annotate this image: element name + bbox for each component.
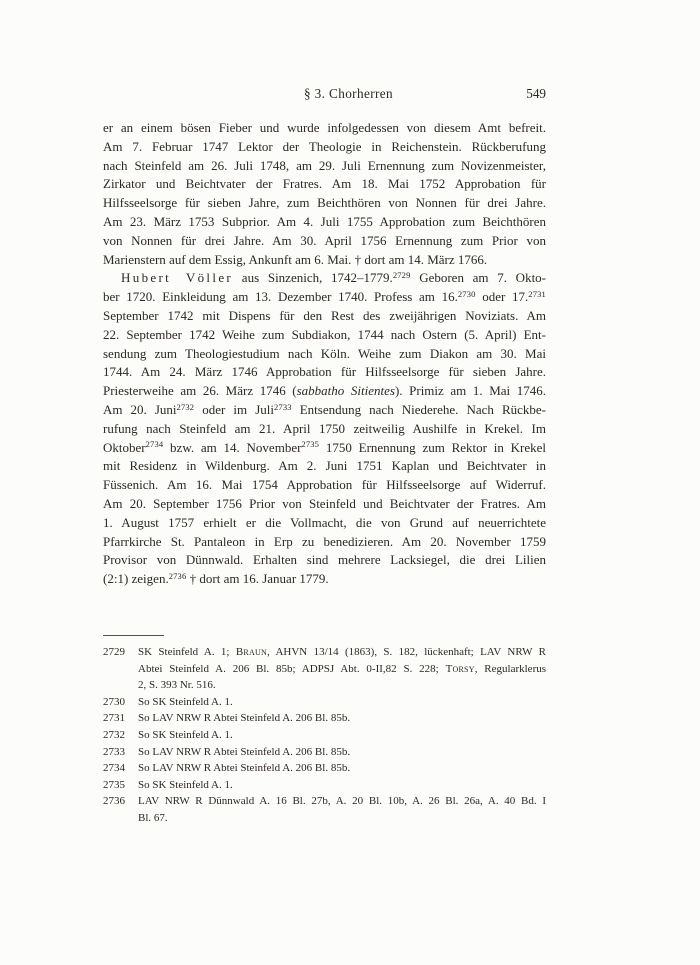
- text-run: So LAV NRW R Abtei Steinfeld A. 206 Bl. 85b.: [138, 745, 351, 758]
- text-run: 1750 Ernennung zum Rektor in Krekel: [319, 439, 546, 455]
- text-run: September 1742 mit Dispens für den Rest des zweijährigen Noviziats. Am: [103, 307, 546, 323]
- body-line: [103, 420, 546, 439]
- footnote-item: [103, 710, 546, 727]
- text-run: Entsendung nach Niederehe. Nach Rückbe-: [291, 401, 546, 417]
- footnote-item: [103, 777, 546, 794]
- body-text: [103, 119, 546, 589]
- footnote-line: [138, 694, 546, 711]
- person-name-letterspaced: Hubert Völler: [121, 270, 234, 286]
- text-run: mit Residenz in Wildenburg. Am 2. Juni 1751 Kaplan und Beichtvater in: [103, 458, 546, 474]
- body-line: [103, 119, 546, 138]
- footnotes-block: [103, 644, 546, 827]
- text-run: Am 20. September 1756 Prior von Steinfeld und Beichtvater der Fratres. Am: [103, 495, 546, 511]
- latin-term-italic: sabbatho Sitientes: [296, 383, 395, 399]
- footnote-item: [103, 694, 546, 711]
- footnote-line: [138, 793, 546, 810]
- body-line: [103, 533, 546, 552]
- footnote-reference: 2734: [145, 439, 164, 450]
- body-line: [103, 345, 546, 364]
- body-line: [103, 251, 546, 270]
- body-line: [103, 269, 546, 288]
- footnote-line: [138, 661, 546, 678]
- text-run: So LAV NRW R Abtei Steinfeld A. 206 Bl. 85b.: [138, 712, 351, 725]
- text-run: Zirkator und Beichtvater der Fratres. Am 18. Mai 1752 Approbation für: [103, 176, 546, 192]
- body-paragraph: [103, 269, 546, 589]
- footnote-line: [138, 810, 546, 827]
- footnote-item: [103, 760, 546, 777]
- body-line: [103, 382, 546, 401]
- footnote-reference: 2732: [176, 401, 195, 412]
- footnote-line: [138, 760, 546, 777]
- footnote-text: [138, 793, 546, 826]
- footnote-item: [103, 793, 546, 826]
- text-run: 22. September 1742 Weihe zum Subdiakon, 1744 nach Ostern (5. April) Ent-: [103, 326, 546, 342]
- footnote-reference: 2730: [457, 288, 476, 299]
- footnote-number: 2732: [103, 728, 125, 741]
- text-run: Geboren am 7. Okto-: [410, 270, 546, 286]
- text-run: bzw. am 14. November: [163, 439, 302, 455]
- footnote-text: [138, 744, 546, 761]
- text-run: oder im Juli: [194, 401, 274, 417]
- body-line: [103, 175, 546, 194]
- body-line: [103, 326, 546, 345]
- body-line: [103, 194, 546, 213]
- body-line: [103, 288, 546, 307]
- body-line: [103, 157, 546, 176]
- body-paragraph: [103, 119, 546, 269]
- text-run: So SK Steinfeld A. 1.: [138, 695, 233, 708]
- text-run: So SK Steinfeld A. 1.: [138, 778, 233, 791]
- text-run: SK Steinfeld A. 1;: [138, 646, 236, 658]
- text-run: aus Sinzenich, 1742–1779.: [233, 270, 393, 286]
- body-line: [103, 401, 546, 420]
- text-run: 2, S. 393 Nr. 516.: [138, 679, 216, 692]
- text-run: Hilfsseelsorge für sieben Jahre, zum Beichthören von Nonnen für drei Jahre.: [103, 195, 546, 211]
- footnote-text: [138, 694, 546, 711]
- body-line: [103, 307, 546, 326]
- section-heading: § 3. Chorherren: [303, 86, 394, 101]
- footnote-text: [138, 644, 546, 694]
- footnote-line: [138, 727, 546, 744]
- body-line: [103, 213, 546, 232]
- text-run: nach Steinfeld am 26. Juli 1748, am 29. Juli Ernennung zum Novizenmeister,: [103, 157, 546, 173]
- body-line: [103, 570, 546, 589]
- text-run: von Nonnen für drei Jahre. Am 30. April 1756 Ernennung zum Prior von: [103, 232, 546, 248]
- text-run: Oktober: [103, 439, 146, 455]
- footnote-text: [138, 727, 546, 744]
- text-run: ). Primiz am 1. Mai 1746.: [394, 383, 546, 399]
- footnote-reference: 2735: [301, 439, 320, 450]
- footnote-number: 2735: [103, 778, 125, 791]
- footnote-reference: 2736: [168, 570, 187, 581]
- footnote-number: 2734: [103, 762, 125, 775]
- body-line: [103, 476, 546, 495]
- footnote-reference: 2729: [392, 270, 411, 281]
- text-run: ber 1720. Einkleidung am 13. Dezember 1740. Profess am 16.: [103, 289, 458, 305]
- text-run: (2:1) zeigen.: [103, 571, 169, 587]
- text-run: oder 17.: [475, 289, 529, 305]
- page-number: 549: [526, 86, 546, 101]
- footnote-line: [138, 777, 546, 794]
- body-line: [103, 138, 546, 157]
- body-line: [103, 363, 546, 382]
- text-run: Pfarrkirche St. Pantaleon in Erp zu benedizieren. Am 20. November 1759: [103, 533, 546, 549]
- footnote-text: [138, 760, 546, 777]
- text-run: Marienstern auf dem Essig, Ankunft am 6. Mai. † dort am 14. März 1766.: [103, 251, 488, 267]
- text-run: sendung zum Theologiestudium nach Köln. Weihe zum Diakon am 30. Mai: [103, 345, 546, 361]
- footnote-text: [138, 777, 546, 794]
- body-line: [103, 551, 546, 570]
- footnote-item: [103, 744, 546, 761]
- text-run: So SK Steinfeld A. 1.: [138, 728, 233, 741]
- text-run: 1. August 1757 erhielt er die Vollmacht, die von Grund auf neuerrichtete: [103, 514, 546, 530]
- footnote-item: [103, 727, 546, 744]
- text-run: , Regularklerus: [474, 662, 546, 675]
- footnote-number: 2729: [103, 646, 125, 658]
- body-line: [103, 514, 546, 533]
- footnote-number: 2730: [103, 695, 125, 708]
- footnote-text: [138, 710, 546, 727]
- text-run: 1744. Am 24. März 1746 Approbation für Hilfsseelsorge für sieben Jahre.: [103, 364, 546, 380]
- text-run: Füssenich. Am 16. Mai 1754 Approbation für Hilfsseelsorge auf Widerruf.: [103, 477, 546, 493]
- footnote-number: 2731: [103, 712, 125, 725]
- footnote-separator-rule: [103, 635, 164, 636]
- author-name-smallcaps: Braun: [235, 646, 267, 658]
- footnote-line: [138, 677, 546, 694]
- footnote-item: [103, 644, 546, 694]
- body-line: [103, 495, 546, 514]
- footnote-line: [138, 644, 546, 661]
- footnote-reference: 2731: [528, 288, 546, 299]
- body-line: [103, 439, 546, 458]
- footnote-line: [138, 710, 546, 727]
- text-run: Abtei Steinfeld A. 206 Bl. 85b; ADPSJ Abt. 0-II,82 S. 228;: [138, 662, 446, 675]
- text-run: Am 23. März 1753 Subprior. Am 4. Juli 1755 Approbation zum Beichthören: [103, 213, 546, 229]
- text-run: Am 20. Juni: [103, 401, 177, 417]
- footnote-reference: 2733: [273, 401, 292, 412]
- text-run: Am 7. Februar 1747 Lektor der Theologie in Reichenstein. Rückberufung: [103, 138, 546, 154]
- text-run: † dort am 16. Januar 1779.: [186, 571, 329, 587]
- body-line: [103, 232, 546, 251]
- text-run: er an einem bösen Fieber und wurde infolgedessen von diesem Amt befreit.: [103, 120, 546, 135]
- text-run: rufung nach Steinfeld am 21. April 1750 zeitweilig Aushilfe in Krekel. Im: [103, 420, 546, 436]
- footnote-number: 2733: [103, 745, 125, 758]
- running-header: [103, 86, 546, 102]
- text-run: Bl. 67.: [138, 811, 168, 824]
- text-run: LAV NRW R Dünnwald A. 16 Bl. 27b, A. 20 Bl. 10b, A. 26 Bl. 26a, A. 40 Bd. I: [138, 795, 546, 808]
- footnote-number: 2736: [103, 795, 125, 808]
- author-name-smallcaps: Torsy: [445, 662, 475, 675]
- text-run: Provisor von Dünnwald. Erhalten sind mehrere Lacksiegel, die drei Lilien: [103, 552, 546, 568]
- text-run: Priesterweihe am 26. März 1746 (: [103, 383, 297, 399]
- body-line: [103, 457, 546, 476]
- text-run: So LAV NRW R Abtei Steinfeld A. 206 Bl. 85b.: [138, 762, 351, 775]
- text-run: , AHVN 13/14 (1863), S. 182, lückenhaft; LAV NRW R: [266, 646, 546, 658]
- footnote-line: [138, 744, 546, 761]
